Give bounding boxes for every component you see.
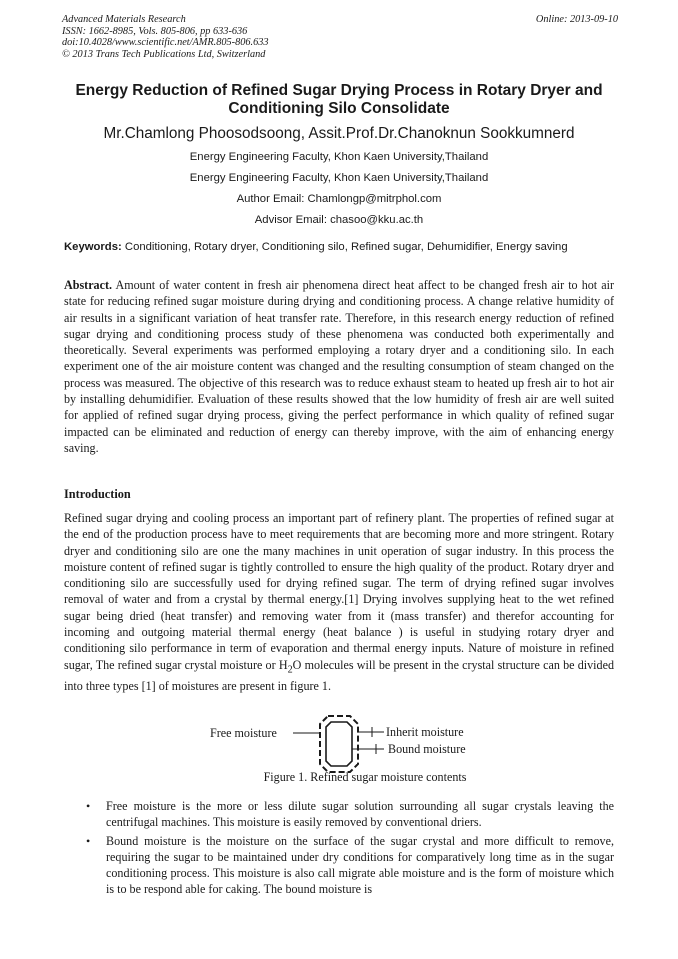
journal-header — [62, 14, 618, 60]
advisor-email: Advisor Email: chasoo@kku.ac.th — [254, 214, 424, 226]
keywords — [64, 240, 614, 254]
author-email: Author Email: Chamlongp@mitrphol.com — [236, 193, 442, 205]
free-moisture-label: Free moisture — [210, 726, 277, 740]
intro-text-part2: O molecules will be present in the crystal structure can be divided into three types [1] of moistures are present in figure 1. — [64, 657, 615, 694]
keywords-label: Keywords: — [64, 241, 122, 253]
author-list: Mr.Chamlong Phoosodsoong, Assit.Prof.Dr.Chanoknun Sookkumnerd — [103, 125, 575, 142]
bound-moisture-label: Bound moisture — [388, 742, 466, 756]
bullet-text: Free moisture is the more or less dilute sugar solution surrounding all sugar crystals leaving the centrifugal machines. This moisture is easily removed by conventional driers. — [106, 799, 614, 830]
sugar-crystal-shape — [326, 722, 352, 766]
title-line-2: Conditioning Silo Consolidate — [228, 100, 450, 117]
inherit-moisture-label: Inherit moisture — [386, 725, 464, 739]
bullet-glyph: • — [86, 799, 91, 813]
abstract — [64, 277, 614, 456]
title-line-1: Energy Reduction of Refined Sugar Drying Process in Rotary Dryer and — [75, 82, 603, 99]
section-heading-introduction: Introduction — [64, 487, 131, 501]
list-item — [64, 833, 614, 898]
online-date: Online: 2013-09-10 — [535, 14, 618, 25]
figure-caption: Figure 1. Refined sugar moisture contents — [263, 770, 467, 784]
intro-subscript: 2 — [287, 664, 293, 676]
abstract-text: Amount of water content in fresh air phenomena direct heat affect to be changed fresh air to hot air state for reducing refined sugar moisture during drying and conditioning process. A change relative humidity of air results in a significant variation of heat transfer rate. Therefore, in this research energy reduction of refined sugar drying and conditioning process study of these phenomena was conducted both experimentally and theoretically. Several experiments was performed employing a rotary dryer and a conditioning silo. In each experiment one of the air moisture content was changed and the resulting consumption of steam changed on the process was measured. The objective of this research was to reduce exhaust steam to heated up fresh air to hot air by installing dehumidifier. Evaluation of these results showed that the low humidity of fresh air are well suited for applied of refined sugar drying process, giving the perfect performance in which quality of refined sugar impacted can be eliminated and reduction of energy can thereby improve, with the aim of enhancing energy saving. — [64, 278, 615, 455]
paper-title — [50, 82, 628, 118]
bullet-text: Bound moisture is the moisture on the surface of the sugar crystal and more difficult to remove, requiring the sugar to be maintained under dry conditions for comparatively long time as in the sugar conditioning process. This moisture is also call migrate able moisture and is the form of moisture which is to be respond able for caking. The bound moisture is — [106, 833, 614, 897]
affiliation-1: Energy Engineering Faculty, Khon Kaen University,Thailand — [189, 151, 489, 163]
doi-line: doi:10.4028/www.scientific.net/AMR.805-806.633 — [62, 37, 269, 49]
abstract-label: Abstract. — [64, 278, 113, 292]
copyright-line: © 2013 Trans Tech Publications Ltd, Switzerland — [62, 48, 266, 60]
journal-name: Advanced Materials Research — [62, 14, 186, 25]
keywords-text: Conditioning, Rotary dryer, Conditioning silo, Refined sugar, Dehumidifier, Energy saving — [124, 241, 568, 253]
introduction-paragraph — [64, 510, 614, 695]
affiliation-2: Energy Engineering Faculty, Khon Kaen University,Thailand — [189, 172, 489, 184]
list-item — [64, 798, 614, 831]
moisture-type-list — [64, 798, 614, 900]
bullet-glyph: • — [86, 833, 91, 848]
issn-line: ISSN: 1662-8985, Vols. 805-806, pp 633-636 — [62, 25, 248, 37]
intro-text-part1: Refined sugar drying and cooling process an important part of refinery plant. The properties of refined sugar at the end of the production process have to meet requirements that are becoming more and more stringent. Rotary dryer and conditioning silo are one the many machines in unit operation of sugar industry. In this process the moisture content of refined sugar is tightly controlled to ensure the high quality of the product. Rotary dryer and conditioning silo are successfully used for drying refined sugar. The term of drying refined sugar involves removal of water and from a crystal by thermal energy.[1] Drying involves supplying heat to the wet refined sugar being dried (heat transfer) and removing water from it (mass transfer) and therefor accounting for incoming and outgoing material thermal energy (heat balance ) is useful in studying rotary dryer and conditioning silo performance in term of evaporation and thermal energy inputs. Nature of moisture in refined sugar, The refined sugar crystal moisture or H — [64, 511, 614, 672]
